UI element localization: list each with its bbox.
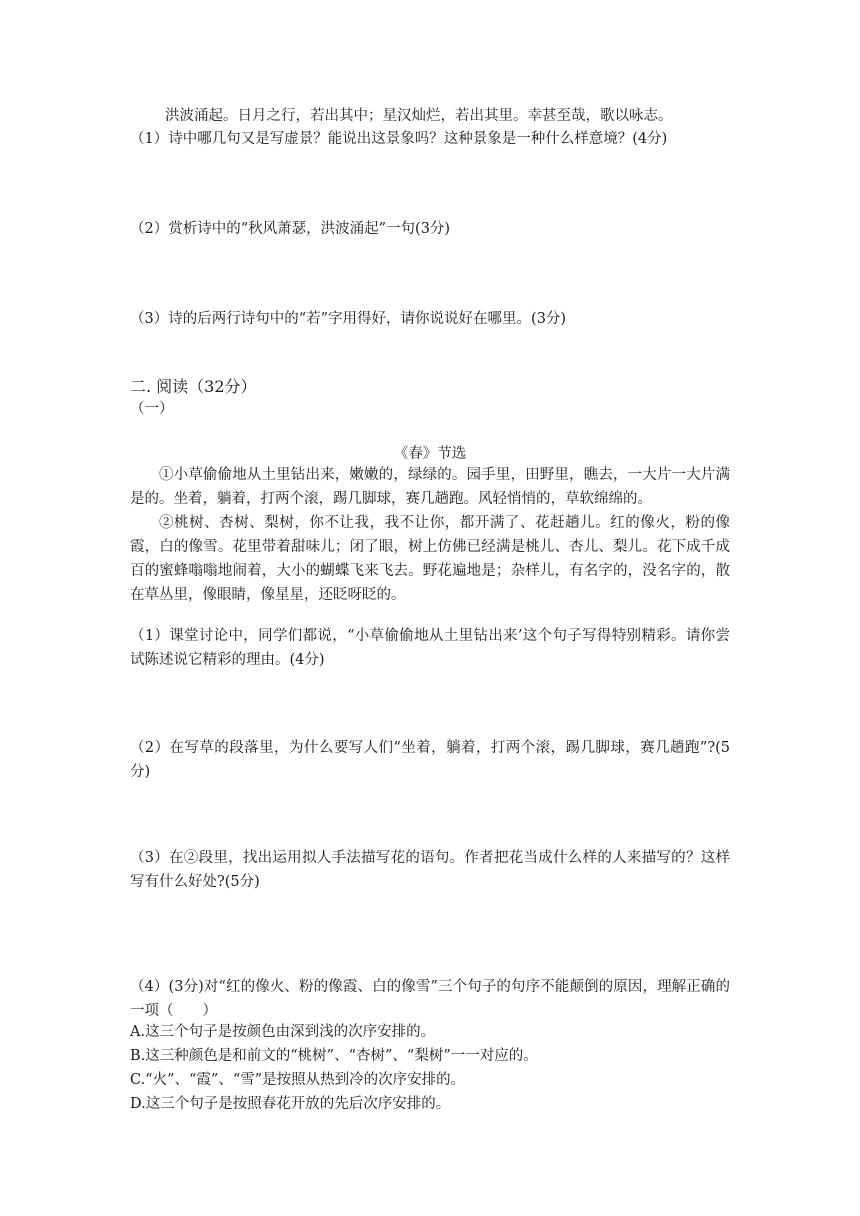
option-d: D.这三个句子是按照春花开放的先后次序安排的。: [130, 1096, 451, 1112]
section-subtitle: （一）: [130, 401, 174, 417]
poem-question-3: （3）诗的后两行诗句中的“若”字用得好，请你说说好在哪里。(3分): [130, 311, 567, 327]
reading-question-4: （4）(3分)对“红的像火、粉的像霞、白的像雪”三个句子的句序不能颠倒的原因，理解正确的一项（ ）: [130, 979, 730, 1019]
poem-question-1: （1）诗中哪几句又是写虚景？能说出这景象吗？这种景象是一种什么样意境？(4分): [130, 131, 668, 147]
section-title: 二. 阅读（32分）: [130, 377, 257, 396]
option-c: C.“火”、“霞”、“雪”是按照从热到冷的次序安排的。: [130, 1072, 466, 1088]
article-title: 《春》节选: [393, 446, 467, 462]
reading-question-2: （2）在写草的段落里，为什么要写人们“坐着，躺着，打两个滚，踢几脚球，赛几趟跑”?(5分): [130, 740, 730, 780]
poem-last-line: 洪波涌起。日月之行，若出其中；星汉灿烂，若出其里。幸甚至哉，歌以咏志。: [165, 108, 673, 124]
article-paragraph-2: ②桃树、杏树、梨树，你不让我，我不让你，都开满了、花赶趟儿。红的像火，粉的像霞，白的像雪。花里带着甜味儿；闭了眼，树上仿佛已经满是桃儿、杏儿、梨儿。花下成千成百的蜜蜂嗡嗡地闹着，大小的蝴蝶飞来飞去。野花遍地是；杂样儿，有名字的，没名字的，散在草丛里，像眼睛，像星星，还眨呀眨的。: [130, 515, 730, 603]
article-paragraph-1: ①小草偷偷地从土里钻出来，嫩嫩的，绿绿的。园手里，田野里，瞧去，一大片一大片满是的。坐着，躺着，打两个滚，踢几脚球，赛几趟跑。风轻悄悄的，草软绵绵的。: [130, 467, 730, 507]
reading-question-1: （1）课堂讨论中，同学们都说，“小草偷偷地从土里钻出来’这个句子写得特别精彩。请你尝试陈述说它精彩的理由。(4分): [130, 628, 730, 668]
reading-question-3: （3）在②段里，找出运用拟人手法描写花的语句。作者把花当成什么样的人来描写的？这样写有什么好处?(5分): [130, 850, 730, 890]
option-a: A.这三个句子是按颜色由深到浅的次序安排的。: [130, 1024, 436, 1040]
poem-question-2: （2）赏析诗中的“秋风萧瑟，洪波涌起”一句(3分): [130, 221, 451, 237]
option-b: B.这三种颜色是和前文的“桃树”、“杏树”、“梨树”一一对应的。: [130, 1048, 538, 1064]
